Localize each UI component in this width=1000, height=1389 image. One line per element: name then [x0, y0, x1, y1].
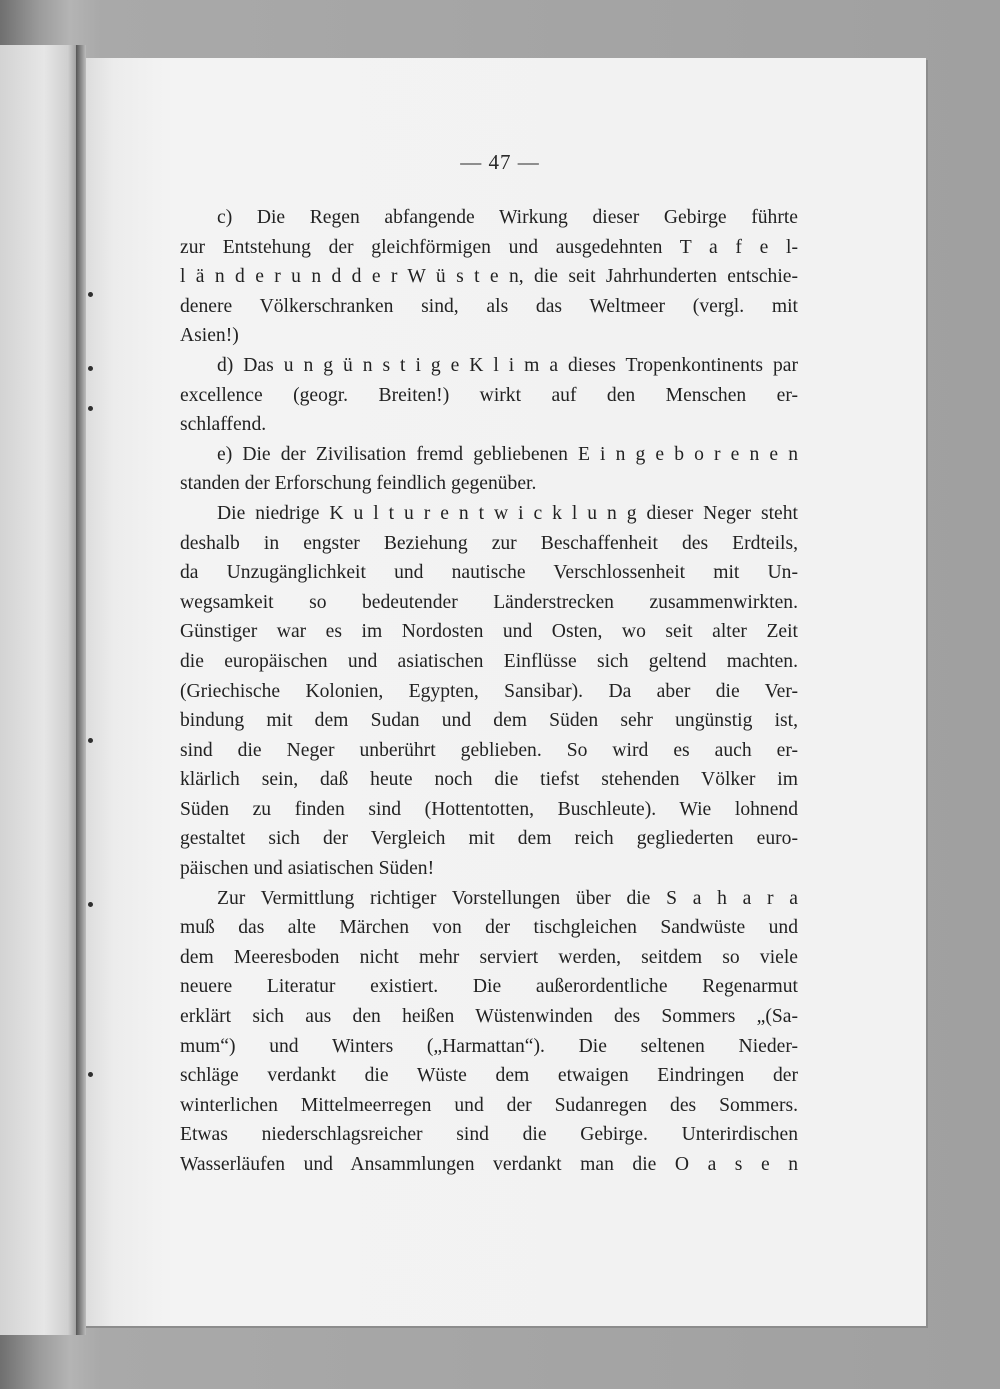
text-line: Günstiger war es im Nordosten und Osten, wo seit alter Zeit [180, 621, 798, 643]
margin-mark [88, 902, 93, 907]
text-line: klärlich sein, daß heute noch die tiefst stehenden Völker im [180, 769, 798, 791]
previous-page-edge [0, 45, 82, 1335]
text-line: wegsamkeit so bedeutender Länderstrecken zusammenwirkten. [180, 591, 798, 613]
text-line: zur Entstehung der gleichförmigen und ausgedehnten T a f e l- [180, 236, 798, 258]
text-line: schlaffend. [180, 414, 267, 436]
text-line: Wasserläufen und Ansammlungen verdankt man die O a s e n [180, 1154, 798, 1175]
text-line: bindung mit dem Sudan und dem Süden sehr ungünstig ist, [180, 710, 798, 732]
text-line: Etwas niederschlagsreicher sind die Gebirge. Unterirdischen [180, 1124, 798, 1146]
text-line: standen der Erforschung feindlich gegenüber. [180, 473, 537, 495]
page-number: — 47 — [460, 150, 540, 174]
text-line: muß das alte Märchen von der tischgleichen Sandwüste und [180, 917, 798, 939]
text-line: sind die Neger unberührt geblieben. So wird es auch er- [180, 739, 798, 761]
text-line: die europäischen und asiatischen Einflüsse sich geltend machten. [180, 650, 798, 672]
text-line: deshalb in engster Beziehung zur Beschaffenheit des Erdteils, [180, 532, 798, 554]
text-line: Die niedrige K u l t u r e n t w i c k l u n g dieser Neger steht [217, 502, 798, 524]
text-line: l ä n d e r u n d d e r W ü s t e n, die seit Jahrhunderten entschie- [180, 266, 798, 288]
text-line: dem Meeresboden nicht mehr serviert werden, seitdem so viele [180, 946, 798, 968]
text-line: e) Die der Zivilisation fremd gebliebenen E i n g e b o r e n e n [217, 443, 798, 465]
text-line: d) Das u n g ü n s t i g e K l i m a dieses Tropenkontinents par [217, 354, 798, 376]
text-line: (Griechische Kolonien, Egypten, Sansibar). Da aber die Ver- [180, 680, 798, 702]
body-text [180, 203, 798, 1180]
margin-mark [88, 406, 93, 411]
text-line: Süden zu finden sind (Hottentotten, Buschleute). Wie lohnend [180, 798, 798, 820]
text-line: winterlichen Mittelmeerregen und der Sudanregen des Sommers. [180, 1094, 798, 1116]
margin-mark [88, 738, 93, 743]
text-line: Zur Vermittlung richtiger Vorstellungen über die S a h a r a [217, 887, 798, 909]
text-line: schläge verdankt die Wüste dem etwaigen Eindringen der [180, 1065, 798, 1087]
text-line: mum“) und Winters („Harmattan“). Die seltenen Nieder- [180, 1035, 798, 1057]
text-line: da Unzugänglichkeit und nautische Verschlossenheit mit Un- [180, 562, 798, 584]
text-line: c) Die Regen abfangende Wirkung dieser Gebirge führte [217, 207, 798, 228]
margin-mark [88, 366, 93, 371]
margin-mark [88, 1072, 93, 1077]
text-line: Asien!) [180, 325, 239, 347]
text-line: erklärt sich aus den heißen Wüstenwinden des Sommers „(Sa- [180, 1006, 798, 1028]
text-line: denere Völkerschranken sind, als das Weltmeer (vergl. mit [180, 295, 798, 317]
text-line: excellence (geogr. Breiten!) wirkt auf den Menschen er- [180, 384, 798, 406]
text-line: neuere Literatur existiert. Die außerordentliche Regenarmut [180, 976, 798, 998]
text-line: gestaltet sich der Vergleich mit dem reich gegliederten euro- [180, 828, 798, 850]
margin-mark [88, 292, 93, 297]
text-line: päischen und asiatischen Süden! [180, 858, 435, 880]
book-binding [76, 45, 86, 1335]
